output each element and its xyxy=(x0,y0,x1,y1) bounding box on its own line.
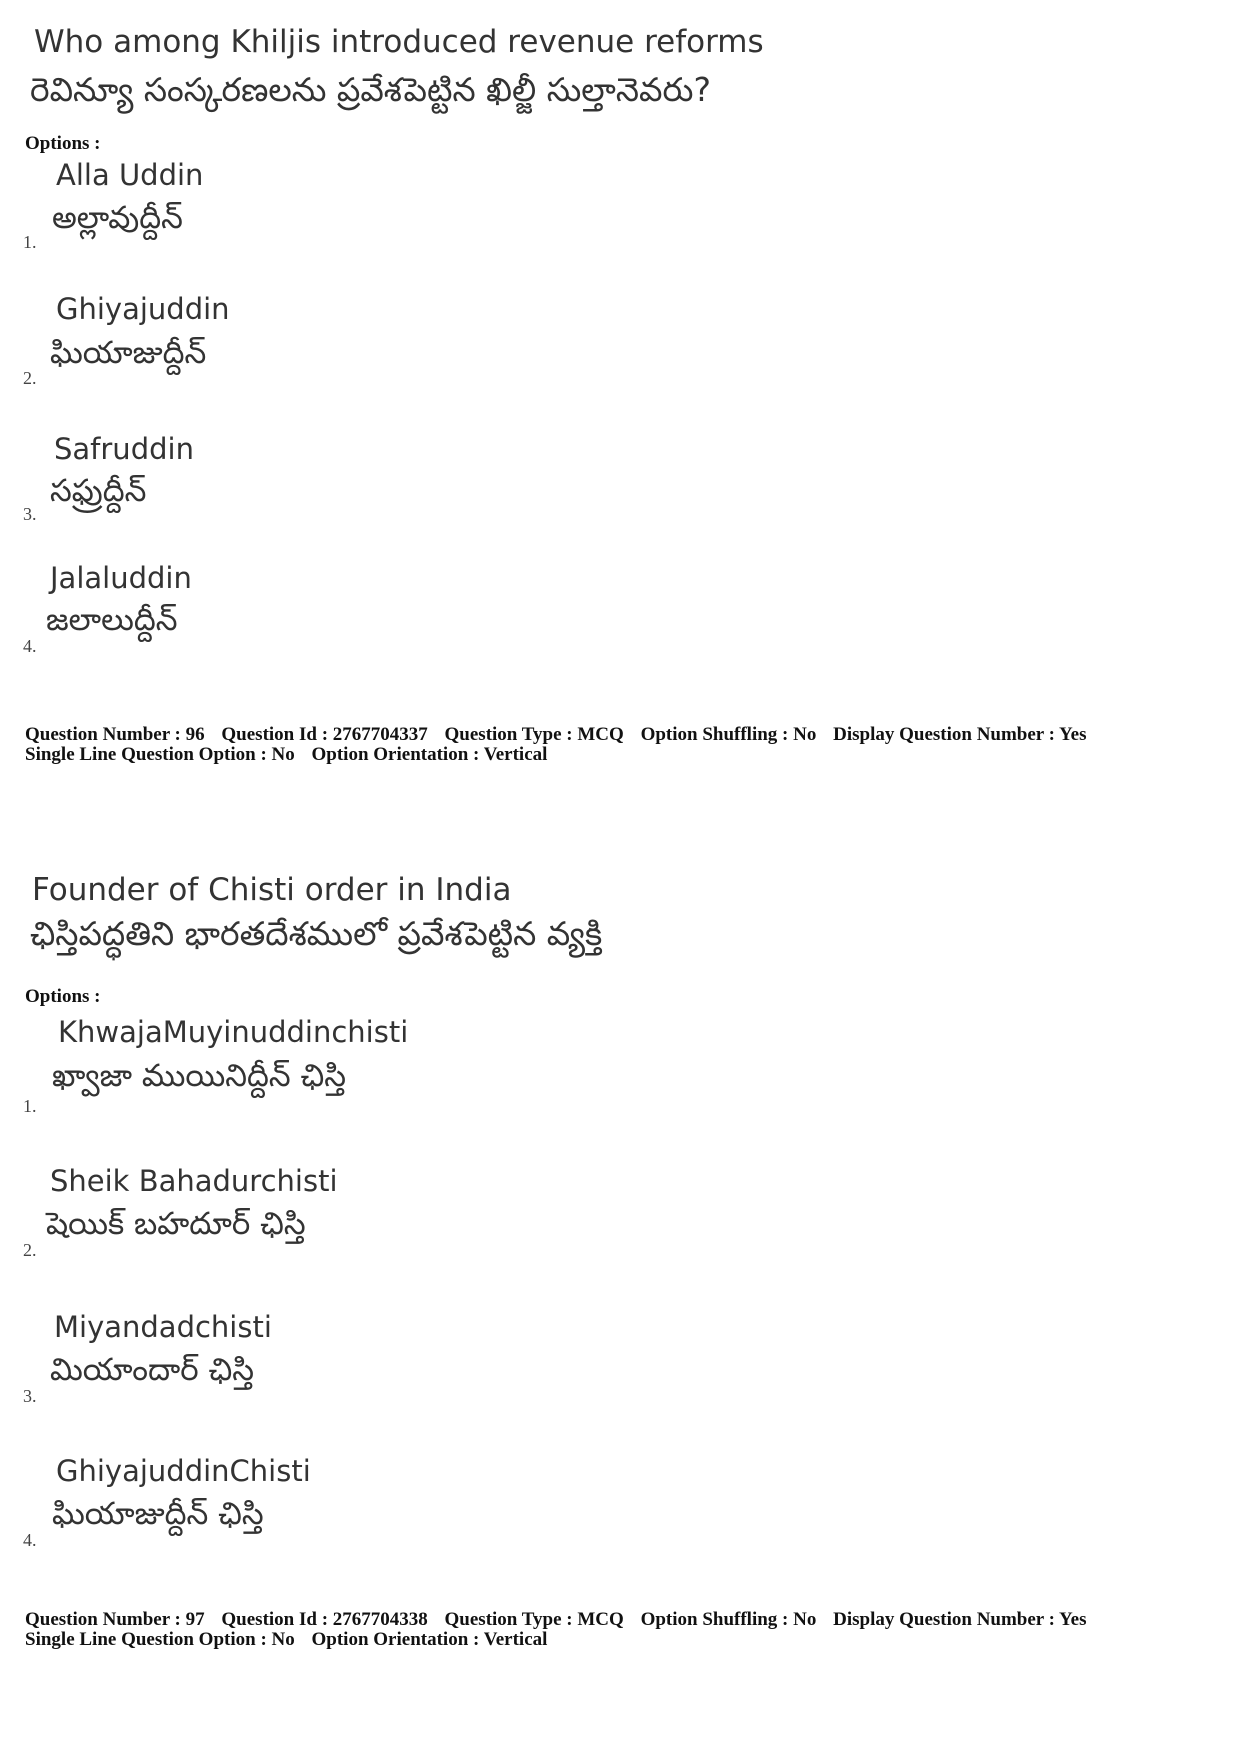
option-number: 4. xyxy=(23,636,37,656)
single-line-question-option: Single Line Question Option : No xyxy=(25,744,295,765)
option-shuffling: Option Shuffling : No xyxy=(640,1609,817,1630)
option-shuffling: Option Shuffling : No xyxy=(640,724,817,745)
question-number: Question Number : 97 xyxy=(25,1609,205,1630)
option-text-te: ఘియాజుద్దీన్ ఛిస్తి xyxy=(52,1496,264,1532)
option-orientation: Option Orientation : Vertical xyxy=(311,1629,548,1650)
option-text-en: Alla Uddin xyxy=(56,158,204,192)
question-type: Question Type : MCQ xyxy=(444,724,624,745)
option-text-te: సఫ్రుద్దీన్ xyxy=(50,473,147,509)
meta-line-1 xyxy=(25,725,1098,745)
option-text-te: అల్లావుద్దీన్ xyxy=(52,200,183,236)
option-orientation: Option Orientation : Vertical xyxy=(311,744,548,765)
option-text-te: ఘియాజుద్దీన్ xyxy=(50,335,207,371)
option-number: 2. xyxy=(23,1240,37,1260)
option-number: 2. xyxy=(23,368,37,388)
option-number: 3. xyxy=(23,504,37,524)
option-text-en: KhwajaMuyinuddinchisti xyxy=(58,1015,409,1049)
question-text-en: Who among Khiljis introduced revenue reforms xyxy=(34,24,764,60)
question-96-meta xyxy=(25,725,1098,765)
option-text-te: మియాందార్ ఛిస్తి xyxy=(50,1352,254,1388)
meta-line-2 xyxy=(25,745,1098,765)
question-id: Question Id : 2767704338 xyxy=(221,1609,428,1630)
option-text-en: Miyandadchisti xyxy=(54,1310,272,1344)
options-label: Options : xyxy=(25,133,101,154)
display-question-number: Display Question Number : Yes xyxy=(833,724,1087,745)
display-question-number: Display Question Number : Yes xyxy=(833,1609,1087,1630)
question-text-te: రెవిన్యూ సంస్కరణలను ప్రవేశపెట్టిన ఖిల్జీ సుల్తానెవరు? xyxy=(30,70,711,109)
question-number: Question Number : 96 xyxy=(25,724,205,745)
option-text-en: Safruddin xyxy=(54,432,194,466)
option-text-te: ఖ్వాజా ముయినిద్దీన్ ఛిస్తి xyxy=(52,1058,347,1094)
question-id: Question Id : 2767704337 xyxy=(221,724,428,745)
question-97-meta xyxy=(25,1610,1098,1650)
option-number: 1. xyxy=(23,232,37,252)
question-text-en: Founder of Chisti order in India xyxy=(32,872,512,908)
option-text-en: Sheik Bahadurchisti xyxy=(50,1164,338,1198)
option-text-en: Jalaluddin xyxy=(50,561,192,595)
option-text-te: షెయిక్ బహదూర్ ఛిస్తి xyxy=(46,1206,306,1242)
option-text-te: జలాలుద్దీన్ xyxy=(46,602,178,638)
question-type: Question Type : MCQ xyxy=(444,1609,624,1630)
option-text-en: Ghiyajuddin xyxy=(56,292,230,326)
option-number: 4. xyxy=(23,1530,37,1550)
meta-line-1 xyxy=(25,1610,1098,1630)
option-number: 3. xyxy=(23,1386,37,1406)
option-number: 1. xyxy=(23,1096,37,1116)
option-text-en: GhiyajuddinChisti xyxy=(56,1454,311,1488)
options-label: Options : xyxy=(25,986,101,1007)
question-text-te: ఛిస్తిపద్ధతిని భారతదేశములో ప్రవేశపెట్టిన వ్యక్తి xyxy=(30,914,603,953)
single-line-question-option: Single Line Question Option : No xyxy=(25,1629,295,1650)
meta-line-2 xyxy=(25,1630,1098,1650)
